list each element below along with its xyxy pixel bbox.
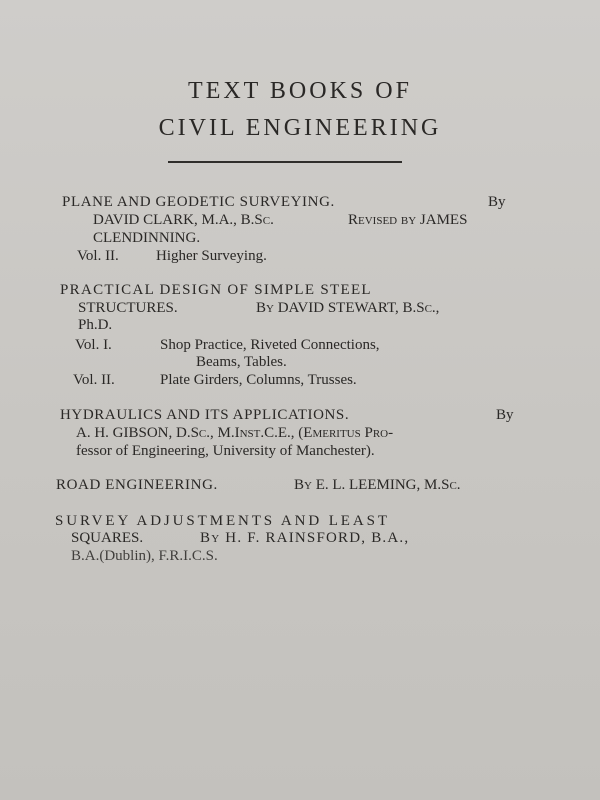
volume-title: Higher Surveying. [156,248,267,264]
book-title: ROAD ENGINEERING. [56,477,218,493]
book-author: By DAVID STEWART, B.Sc., [256,300,440,316]
book-author: DAVID CLARK, M.A., B.Sc. [93,212,274,228]
book-author-degree: B.A.(Dublin), F.R.I.C.S. [71,548,218,564]
book-reviser: Revised by JAMES [348,212,468,228]
volume-label: Vol. II. [77,248,119,264]
volume-title-cont: Beams, Tables. [196,354,287,370]
title-rule [168,161,402,163]
volume-label: Vol. II. [73,372,115,388]
book-author-cont: fessor of Engineering, University of Manchester). [76,443,375,459]
book-reviser-surname: CLENDINNING. [93,230,201,246]
book-title: PLANE AND GEODETIC SURVEYING. [62,194,335,210]
page-title-line2: CIVIL ENGINEERING [158,115,442,141]
book-author: By H. F. RAINSFORD, B.A., [200,530,410,546]
book-author-degree: Ph.D. [78,317,113,333]
book-title-cont: SQUARES. [71,530,144,546]
book-author: By E. L. LEEMING, M.Sc. [294,477,461,493]
book-title-cont: STRUCTURES. [78,300,178,316]
page-title-line1: TEXT BOOKS OF [188,78,412,104]
book-title: SURVEY ADJUSTMENTS AND LEAST [55,513,390,529]
book-author: A. H. GIBSON, D.Sc., M.Inst.C.E., (Emeritus Pro- [76,425,394,441]
book-by: By [496,407,514,423]
book-by: By [488,194,506,210]
volume-title: Plate Girders, Columns, Trusses. [160,372,357,388]
volume-label: Vol. I. [75,337,112,353]
book-title: PRACTICAL DESIGN OF SIMPLE STEEL [60,282,372,298]
volume-title: Shop Practice, Riveted Connections, [160,337,380,353]
book-title: HYDRAULICS AND ITS APPLICATIONS. [60,407,350,423]
